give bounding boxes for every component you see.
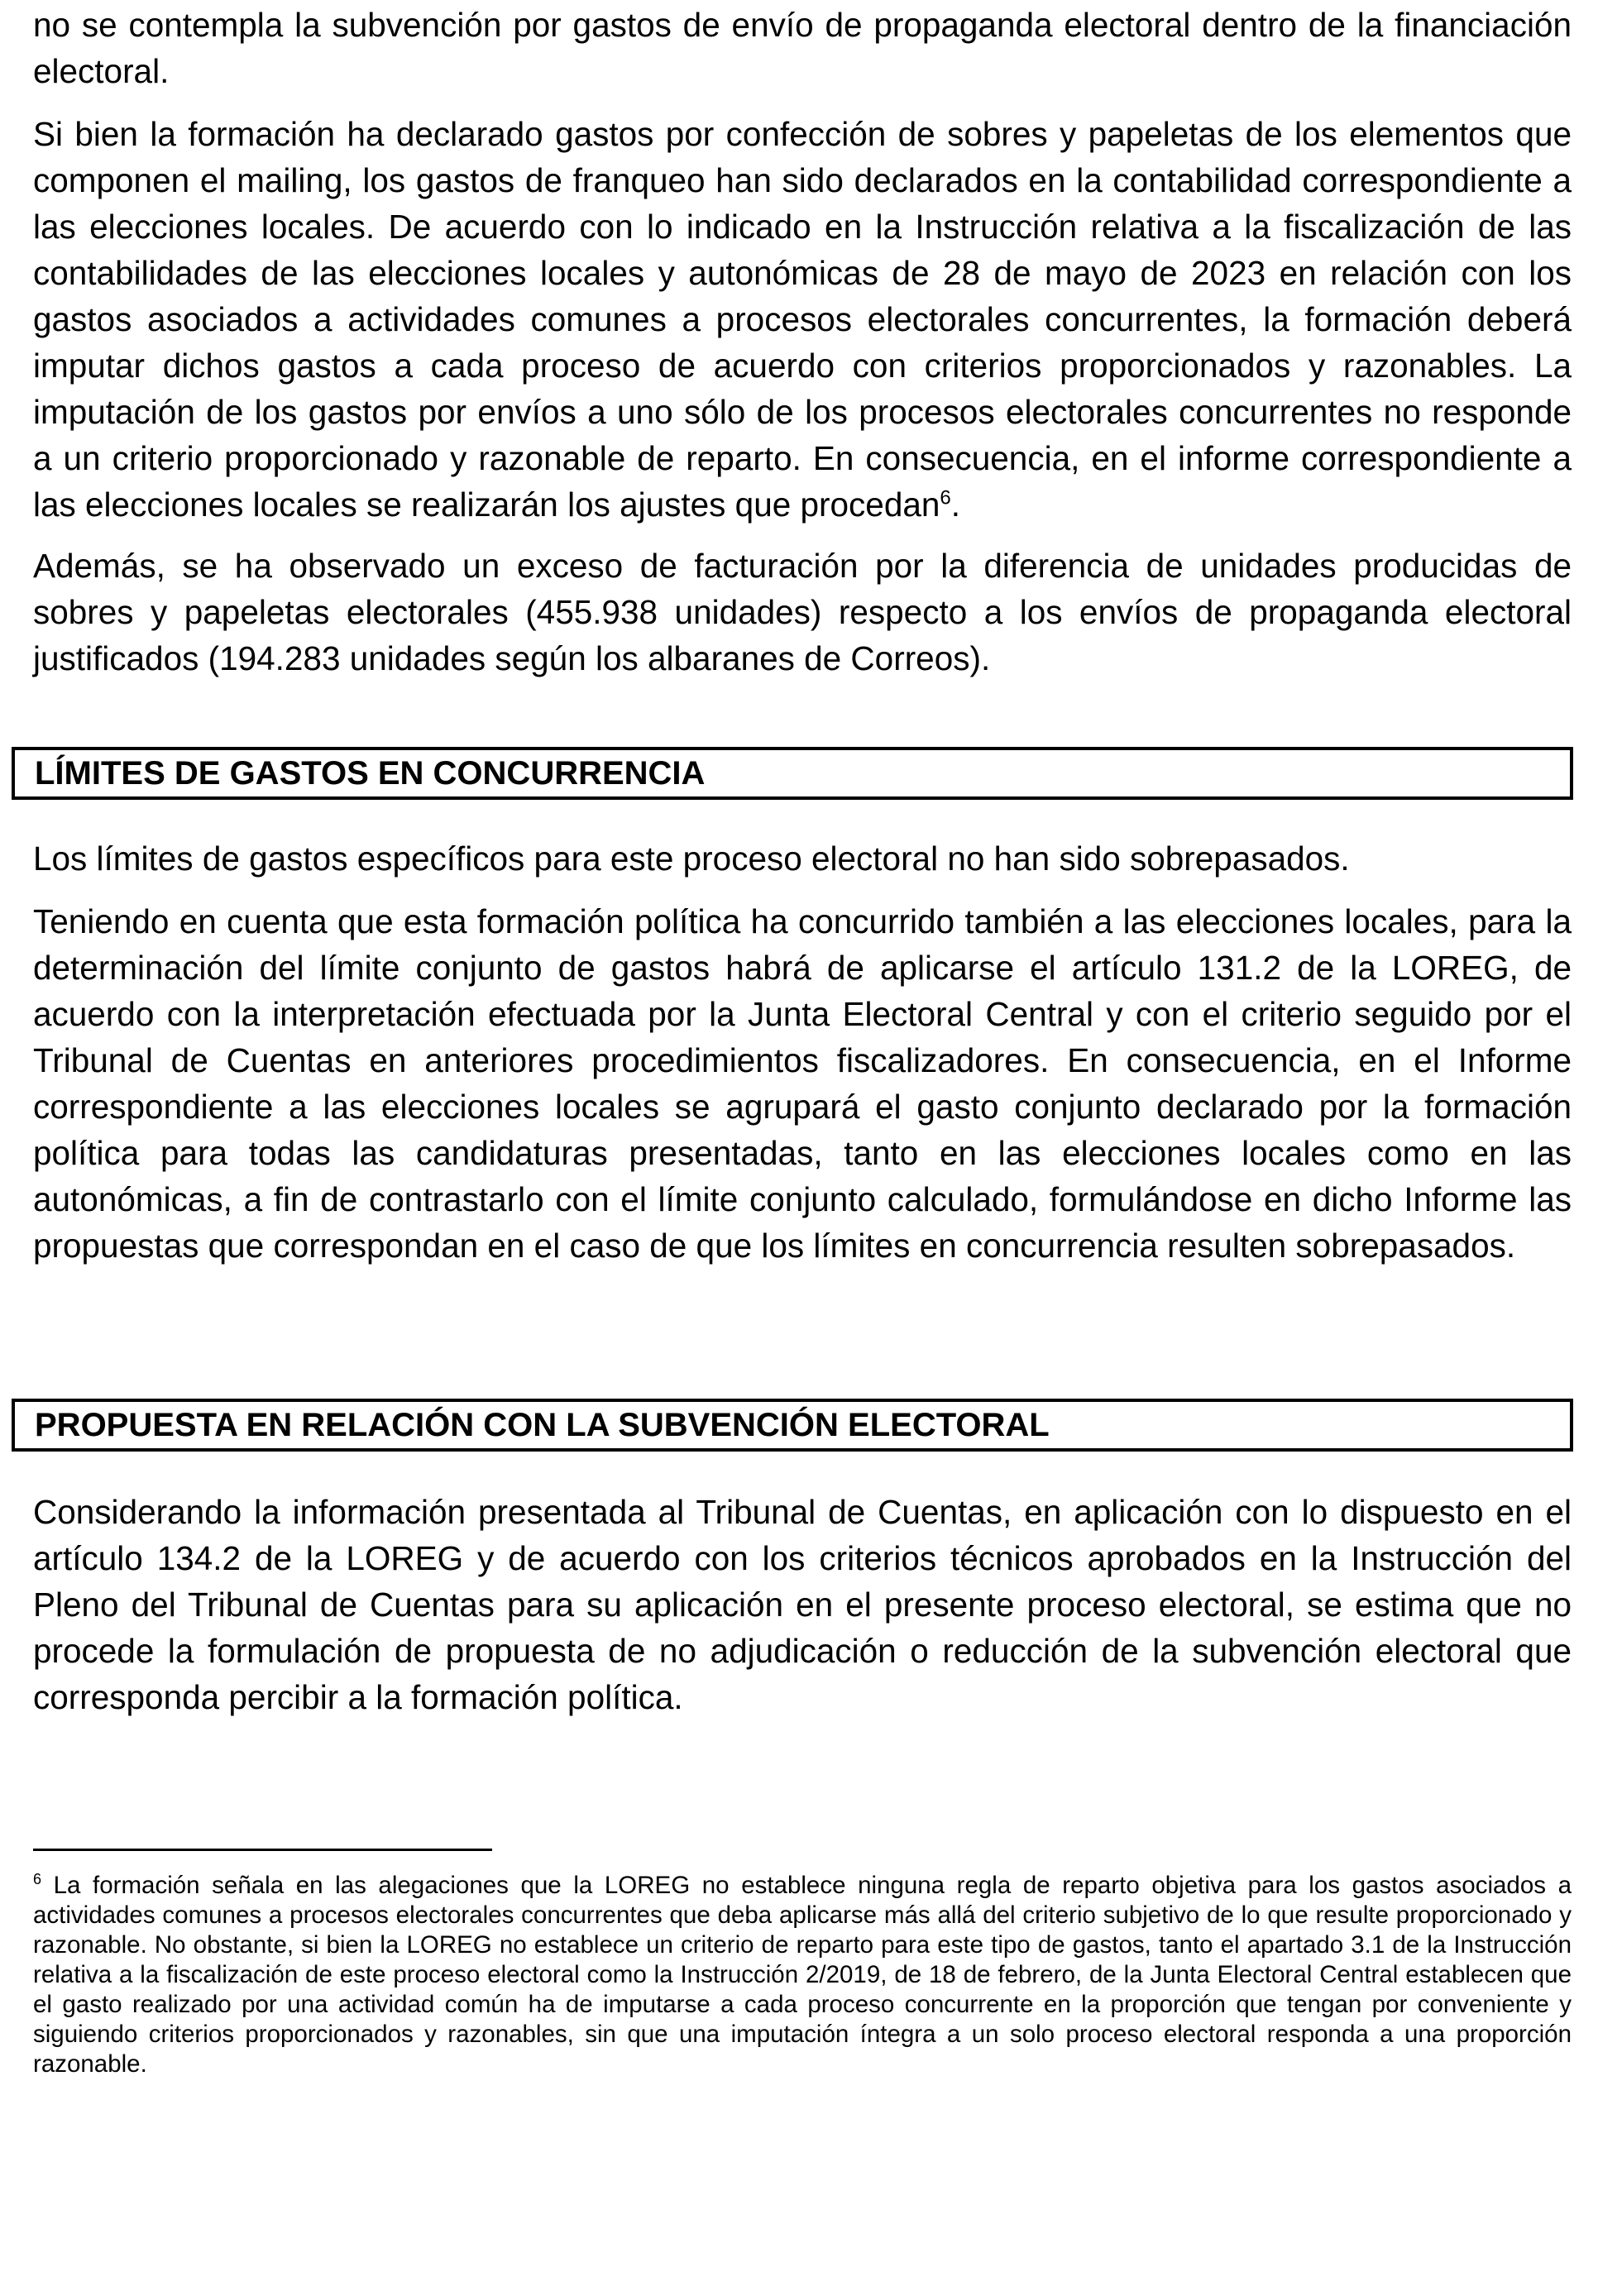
paragraph-gastos-mailing-end: . <box>950 486 961 524</box>
page-body <box>33 2 1572 682</box>
footnote-ref-6[interactable]: 6 <box>940 486 951 509</box>
paragraph-limites-no-sobrepasados: Los límites de gastos específicos para este proceso electoral no han sido sobrepasados. <box>33 839 1350 878</box>
section-propuesta-body <box>33 1489 1572 1720</box>
footnote-number: 6 <box>33 1871 42 1888</box>
footnote-6 <box>33 1871 1572 2079</box>
paragraph-gastos-mailing <box>33 111 1572 528</box>
footnote-text: La formación señala en las alegaciones que la LOREG no establece ninguna regla de reparto objetiva para los gastos asociados a actividades comunes a procesos electorales concurrentes que deba aplicarse más allá del criterio subjetivo de lo que resulte proporcionado y razonable. No obstante, si bien la LOREG no establece un criterio de reparto para este tipo de gastos, tanto el apartado 3.1 de la Instrucción relativa a la fiscalización de este proceso electoral como la Instrucción 2/2019, de 18 de febrero, de la Junta Electoral Central establecen que el gasto realizado por una actividad común ha de imputarse a cada proceso concurrente en la proporción que tengan por conveniente y siguiendo criterios proporcionados y razonables, sin que una imputación íntegra a un solo proceso electoral responda a una proporción razonable. <box>33 1872 1572 2078</box>
paragraph-exceso-facturacion: Además, se ha observado un exceso de facturación por la diferencia de unidades producidas de sobres y papeletas electorales (455.938 unidades) respecto a los envíos de propaganda electoral justificados (194.283 unidades según los albaranes de Correos). <box>33 547 1572 677</box>
paragraph-propuesta-subvencion: Considerando la información presentada al Tribunal de Cuentas, en aplicación con lo dispuesto en el artículo 134.2 de la LOREG y de acuerdo con los criterios técnicos aprobados en la Instrucción del Pleno del Tribunal de Cuentas para su aplicación en el presente proceso electoral, se estima que no procede la formulación de propuesta de no adjudicación o reducción de la subvención electoral que corresponda percibir a la formación política. <box>33 1493 1572 1716</box>
paragraph-gastos-mailing-text: Si bien la formación ha declarado gastos por confección de sobres y papeletas de los elementos que componen el mailing, los gastos de franqueo han sido declarados en la contabilidad correspondiente a las elecciones locales. De acuerdo con lo indicado en la Instrucción relativa a la fiscalización de las contabilidades de las elecciones locales y autonómicas de 28 de mayo de 2023 en relación con los gastos asociados a actividades comunes a procesos electorales concurrentes, la formación deberá imputar dichos gastos a cada proceso de acuerdo con criterios proporcionados y razonables. La imputación de los gastos por envíos a uno sólo de los procesos electorales concurrentes no responde a un criterio proporcionado y razonable de reparto. En consecuencia, en el informe correspondiente a las elecciones locales se realizarán los ajustes que procedan <box>33 115 1572 524</box>
section-heading-limites: LÍMITES DE GASTOS EN CONCURRENCIA <box>12 747 1573 800</box>
section-heading-propuesta: PROPUESTA EN RELACIÓN CON LA SUBVENCIÓN ELECTORAL <box>12 1399 1573 1452</box>
paragraph-limite-conjunto: Teniendo en cuenta que esta formación política ha concurrido también a las elecciones locales, para la determinación del límite conjunto de gastos habrá de aplicarse el artículo 131.2 de la LOREG, de acuerdo con la interpretación efectuada por la Junta Electoral Central y con el criterio seguido por el Tribunal de Cuentas en anteriores procedimientos fiscalizadores. En consecuencia, en el Informe correspondiente a las elecciones locales se agrupará el gasto conjunto declarado por la formación política para todas las candidaturas presentadas, tanto en las elecciones locales como en las autonómicas, a fin de contrastarlo con el límite conjunto calculado, formulándose en dicho Informe las propuestas que correspondan en el caso de que los límites en concurrencia resulten sobrepasados. <box>33 902 1572 1265</box>
footnote-separator <box>33 1849 492 1851</box>
paragraph-envio-propaganda: no se contempla la subvención por gastos de envío de propaganda electoral dentro de la financiación electoral. <box>33 6 1572 90</box>
section-limites-body <box>33 835 1572 1269</box>
